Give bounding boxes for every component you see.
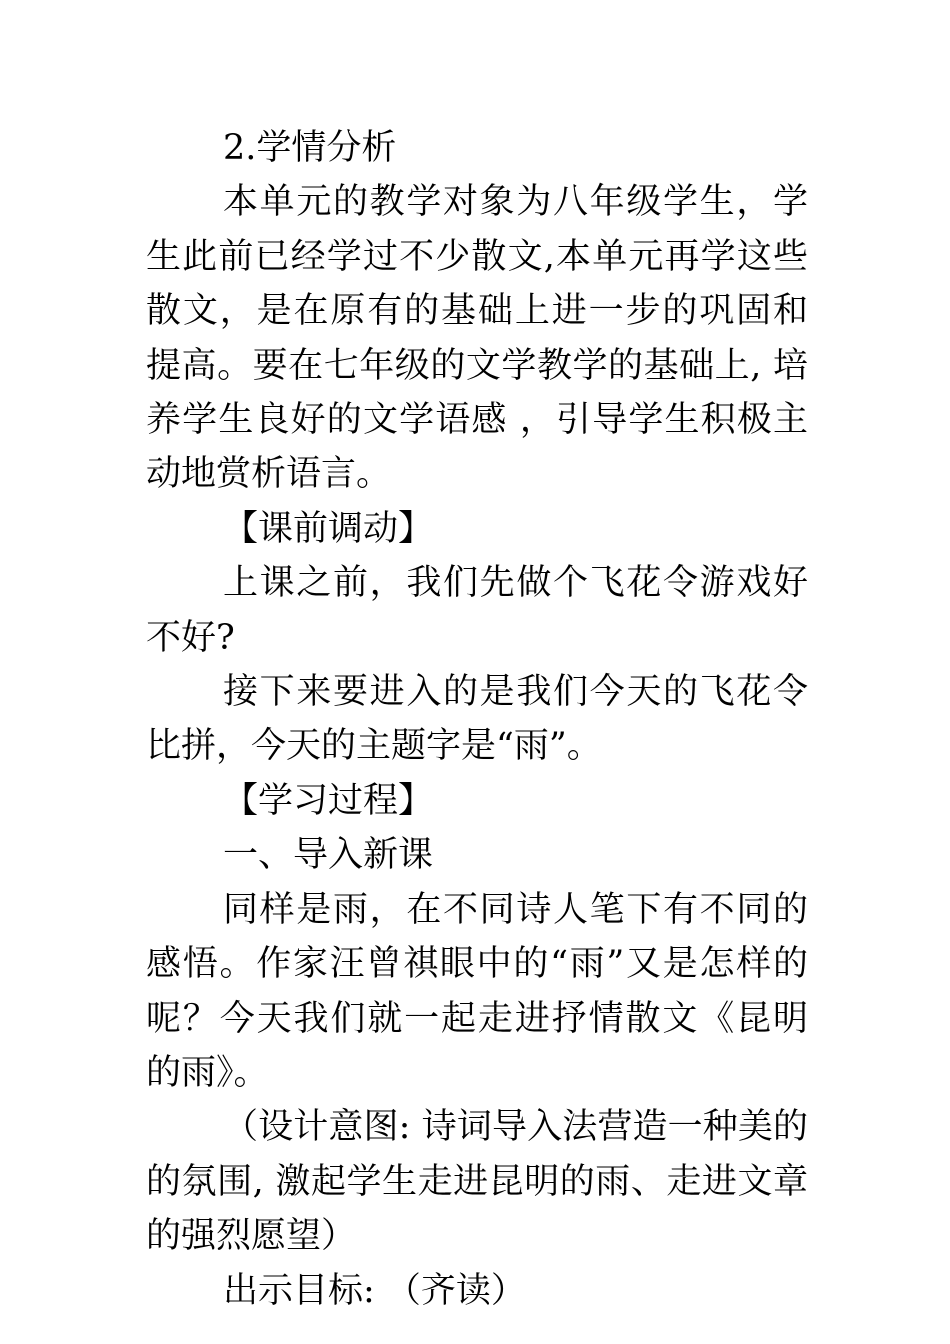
pre-class-theme-paragraph: 接下来要进入的是我们今天的飞花令比拼，今天的主题字是“雨”。 bbox=[146, 672, 808, 767]
heading-learning-process: 【学习过程】 bbox=[223, 780, 434, 821]
step-one-title: 一、导入新课 bbox=[223, 835, 434, 876]
student-analysis-paragraph: 本单元的教学对象为八年级学生，学生此前已经学过不少散文,本单元再学这些散文，是在原有的基础上进一步的巩固和提高。要在七年级的文学教学的基础上, 培养学生良好的文学语感 ，引导学生积极主动地赏析语言。 bbox=[146, 182, 808, 495]
heading-pre-class: 【课前调动】 bbox=[223, 508, 434, 549]
design-intent-paragraph: （设计意图: 诗词导入法营造一种美的的氛围, 激起学生走进昆明的雨、走进文章的强烈愿望） bbox=[146, 1107, 808, 1257]
section-title-student-analysis: 2.学情分析 bbox=[223, 128, 397, 168]
show-objectives-paragraph: 出示目标: （齐读） bbox=[223, 1270, 526, 1311]
document-body bbox=[146, 121, 808, 1318]
pre-class-game-paragraph: 上课之前，我们先做个飞花令游戏好不好? bbox=[146, 563, 808, 658]
step-one-paragraph: 同样是雨，在不同诗人笔下有不同的感悟。作家汪曾祺眼中的“雨”又是怎样的呢？今天我们就一起走进抒情散文《昆明的雨》。 bbox=[146, 889, 808, 1093]
